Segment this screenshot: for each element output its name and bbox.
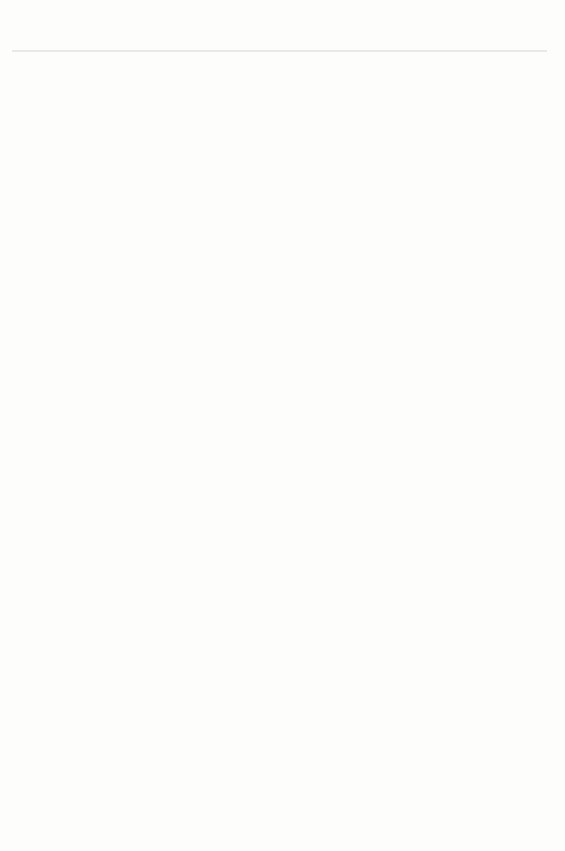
section-heading	[12, 0, 547, 40]
scan-divider	[12, 50, 547, 52]
